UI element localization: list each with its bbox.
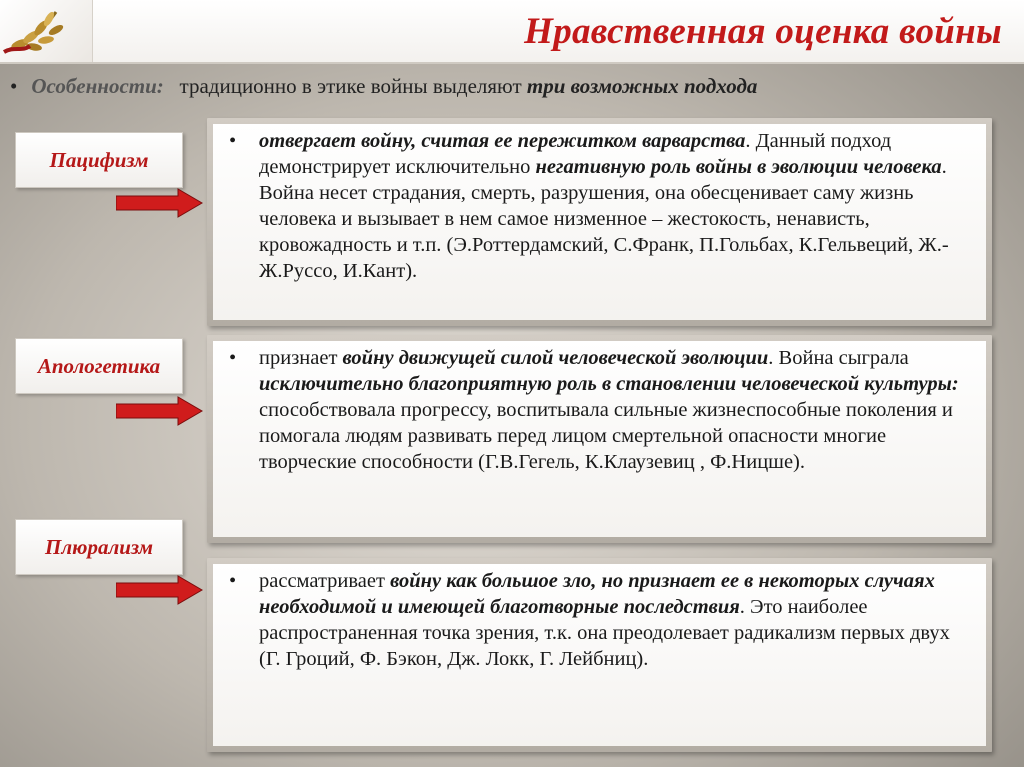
header-bar (0, 0, 1024, 64)
intro-label: Особенности: (31, 74, 164, 98)
panel-apologetics-text (259, 345, 976, 475)
panel-pluralism-text (259, 568, 976, 672)
arrow-right-icon (116, 187, 204, 219)
text-segment: войну как большое зло, но признает ее в некоторых случаях необходимой и имеющей благотворные последствия (259, 570, 935, 618)
intro-bullet: • (10, 74, 18, 98)
text-segment: негативную роль войны в эволюции человека (535, 156, 942, 178)
panel-pluralism-content (213, 564, 986, 746)
text-segment: войну движущей силой человеческой эволюции (342, 347, 769, 369)
label-pacifism: Пацифизм (15, 132, 183, 188)
text-segment: . Это наиболее распространенная точка зрения, т.к. она преодолевает радикализм первых двух (Г. Гроций, Ф. Бэкон, Дж. Локк, Г. Лейбниц). (259, 596, 950, 670)
text-segment: признает (259, 347, 343, 369)
label-apologetics: Апологетика (15, 338, 183, 394)
text-segment: . Данный подход демонстрирует исключительно (259, 130, 892, 178)
panel-apologetics (207, 335, 992, 543)
panel-bullet: • (229, 570, 237, 592)
label-pluralism: Плюрализм (15, 519, 183, 575)
laurel-branch-icon (0, 0, 92, 62)
text-segment: исключительно благоприятную роль в становлении человеческой культуры: (259, 373, 959, 395)
text-segment: отвергает войну, считая ее пережитком варварства (259, 130, 746, 152)
text-segment: . Война сыграла (768, 347, 909, 369)
panel-pacifism-text (259, 128, 976, 284)
panel-apologetics-content (213, 341, 986, 537)
panel-pluralism (207, 558, 992, 752)
arrow-right-icon (116, 395, 204, 427)
panel-pacifism-content (213, 124, 986, 320)
text-segment: рассматривает (259, 570, 391, 592)
intro-emphasis: три возможных подхода (526, 74, 758, 98)
arrow-right-icon (116, 574, 204, 606)
text-segment: способствовала прогрессу, воспитывала сильные жизнеспособные поколения и помогала людям развивать перед лицом смертельной опасности многие творческие способности (Г.В.Гегель, К.Клаузевиц , Ф.Ницше). (259, 399, 953, 473)
logo (0, 0, 93, 62)
intro-line (10, 74, 757, 99)
text-segment: . Война несет страдания, смерть, разрушения, она обесценивает саму жизнь человека и вызывает в нем самое низменное – жестокость, ненависть, кровожадность и т.п. (Э.Роттердамский, С.Франк, П.Гольбах, К.Гельвеций, Ж.-Ж.Руссо, И.Кант). (259, 156, 949, 282)
panel-pacifism (207, 118, 992, 326)
panel-bullet: • (229, 347, 237, 369)
intro-text: традиционно в этике войны выделяют (179, 74, 522, 98)
page-title: Нравственная оценка войны (524, 11, 1002, 52)
panel-bullet: • (229, 130, 237, 152)
